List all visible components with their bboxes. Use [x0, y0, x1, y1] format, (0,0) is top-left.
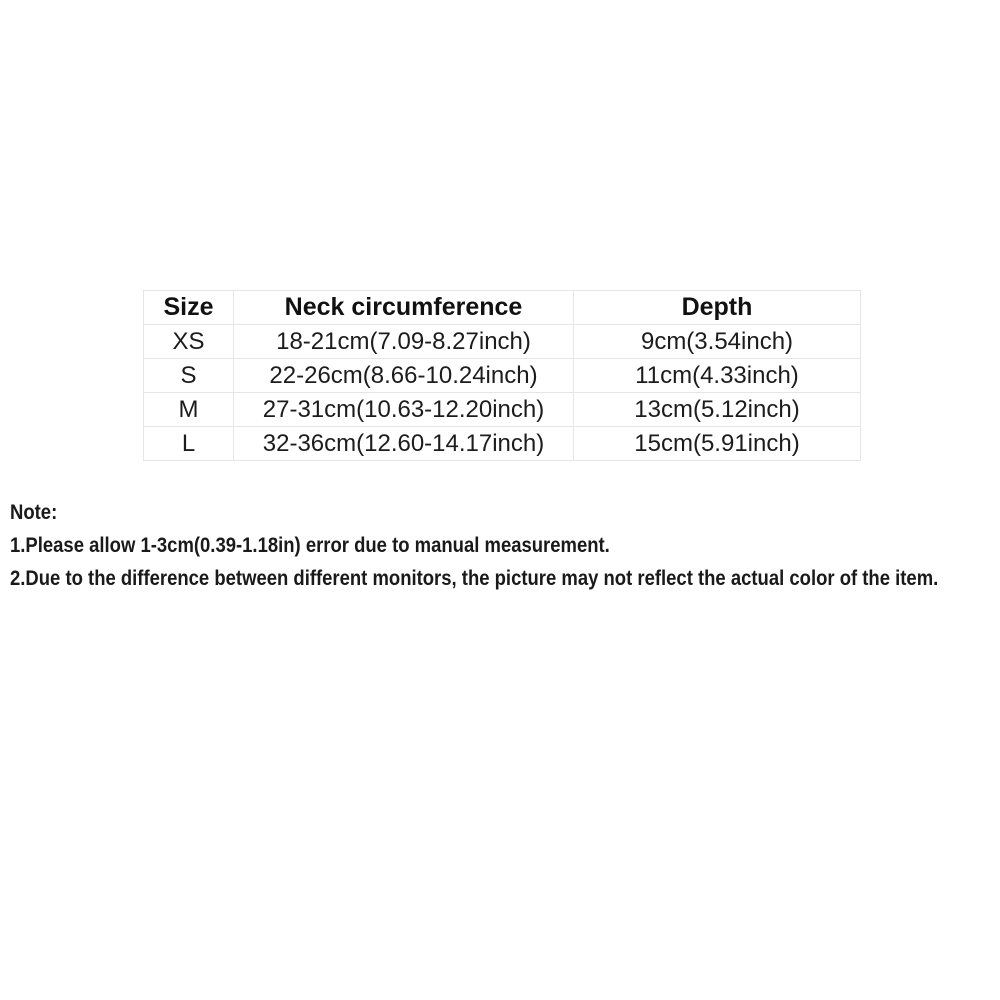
depth-cell: 11cm(4.33inch) [574, 359, 861, 393]
size-cell: S [144, 359, 234, 393]
note-item: 1.Please allow 1-3cm(0.39-1.18in) error due to manual measurement. [10, 534, 610, 557]
depth-cell: 15cm(5.91inch) [574, 427, 861, 461]
depth-cell: 13cm(5.12inch) [574, 393, 861, 427]
neck-cell: 18-21cm(7.09-8.27inch) [234, 325, 574, 359]
column-header-size: Size [144, 291, 234, 325]
notes-section [10, 496, 938, 595]
size-cell: L [144, 427, 234, 461]
table-header-row [144, 291, 861, 325]
size-cell: XS [144, 325, 234, 359]
neck-cell: 32-36cm(12.60-14.17inch) [234, 427, 574, 461]
neck-cell: 27-31cm(10.63-12.20inch) [234, 393, 574, 427]
size-chart-table [143, 290, 861, 461]
notes-title: Note: [10, 501, 58, 524]
size-cell: M [144, 393, 234, 427]
column-header-depth: Depth [574, 291, 861, 325]
note-item: 2.Due to the difference between different monitors, the picture may not reflect the actual color of the item. [10, 567, 939, 590]
depth-cell: 9cm(3.54inch) [574, 325, 861, 359]
table-row [144, 359, 861, 393]
column-header-neck: Neck circumference [234, 291, 574, 325]
table-row [144, 325, 861, 359]
table-row [144, 427, 861, 461]
table-row [144, 393, 861, 427]
neck-cell: 22-26cm(8.66-10.24inch) [234, 359, 574, 393]
